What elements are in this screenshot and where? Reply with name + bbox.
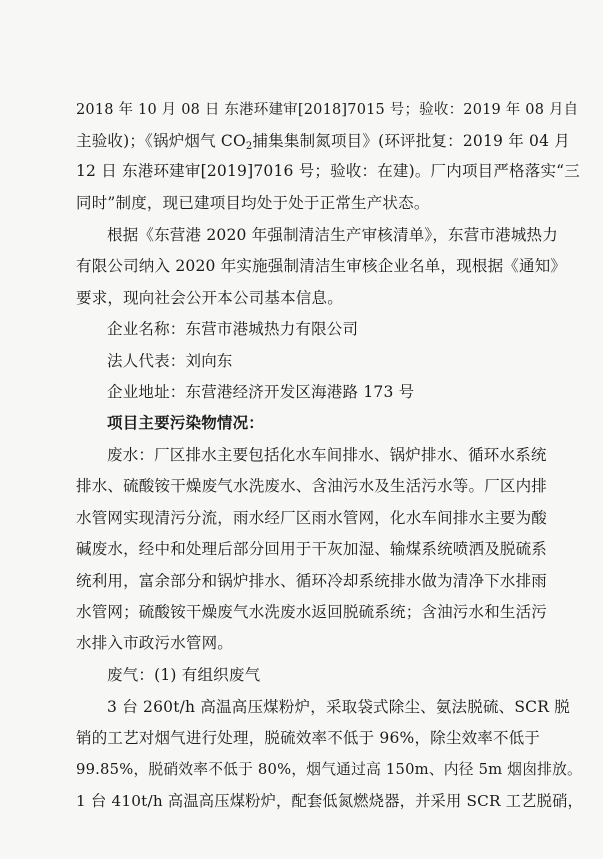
text-line: 统利用，富余部分和锅炉排水、循环冷却系统排水做为清净下水排雨: [76, 572, 548, 590]
text-line: 12 日 东港环建审[2019]7016 号；验收：在建)。厂内项目严格落实“三: [76, 162, 580, 180]
section-heading: 项目主要污染物情况：: [107, 413, 265, 432]
text-line: 2018 年 10 月 08 日 东港环建审[2018]7015 号；验收：2019 年 08 月自: [76, 102, 579, 118]
text-line: 水管网；硫酸铵干燥废气水洗废水返回脱硫系统；含油污水和生活污: [76, 603, 548, 621]
text-line: 排水、硫酸铵干燥废气水洗废水、含油污水及生活污水等。厂区内排: [76, 477, 548, 495]
text-line: 99.85%，脱硝效率不低于 80%，烟气通过高 150m、内径 5m 烟囱排放。: [76, 761, 582, 778]
legal-representative: 法人代表：刘向东: [107, 352, 233, 370]
text-line: 废水：厂区排水主要包括化水车间排水、锅炉排水、循环水系统: [107, 446, 547, 464]
subscript: 2: [245, 141, 253, 152]
text-line: 碱废水，经中和处理后部分回用于干灰加湿、输煤系统喷洒及脱硫系: [76, 540, 548, 558]
text-line: 水排入市政污水管网。: [76, 634, 234, 652]
text-line: 同时”制度，现已建项目均处于处于正常生产状态。: [76, 194, 430, 212]
text-line: 废气：(1) 有组织废气: [107, 666, 261, 684]
company-name: 企业名称：东营市港城热力有限公司: [107, 320, 359, 338]
text-line: 3 台 260t/h 高温高压煤粉炉，采取袋式除尘、氨法脱硫、SCR 脱: [107, 698, 570, 716]
text-line: 主验收)；《锅炉烟气 $CO_2$捕集集制氮项目》(环评批复：2019 年 04 月: [76, 132, 570, 152]
text-line: 有限公司纳入 2020 年实施强制清洁生审核企业名单，现根据《通知》: [76, 257, 567, 275]
text-line: 水管网实现清污分流，雨水经厂区雨水管网，化水车间排水主要为酸: [76, 509, 548, 527]
text-line: 销的工艺对烟气进行处理，脱硫效率不低于 96%，除尘效率不低于: [76, 729, 541, 747]
text-line: 根据《东营港 2020 年强制清洁生产审核清单》，东营市港城热力: [107, 226, 558, 244]
text-line: 1 台 410t/h 高温高压煤粉炉，配套低氮燃烧器，并采用 SCR 工艺脱硝，: [76, 792, 583, 810]
text-line: 要求，现向社会公开本公司基本信息。: [76, 289, 343, 307]
company-address: 企业地址：东营港经济开发区海港路 173 号: [107, 383, 415, 401]
